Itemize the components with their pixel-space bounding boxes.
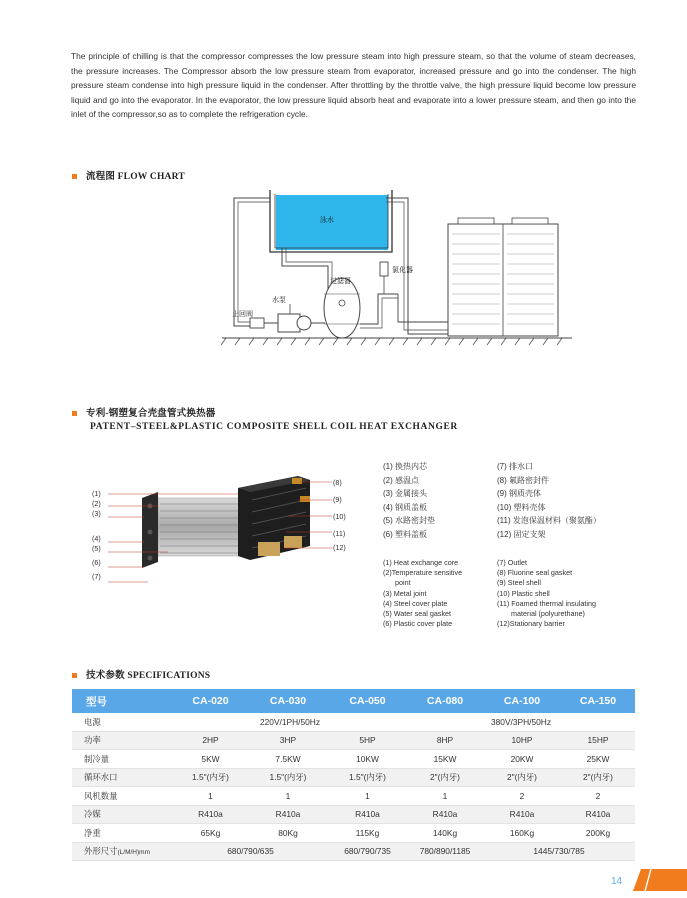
cell: 1.5"(内牙) bbox=[328, 768, 407, 787]
callout-10: (10) bbox=[333, 512, 346, 521]
dimensions-label: 外形尺寸 bbox=[84, 846, 118, 857]
cell: 5HP bbox=[328, 731, 407, 750]
legend-item: (4) 钢质盖板 bbox=[383, 502, 427, 512]
pipe-suction-inner bbox=[286, 248, 332, 292]
cell: 3HP bbox=[248, 731, 328, 750]
callout-5: (5) bbox=[92, 543, 101, 553]
check-valve bbox=[250, 318, 264, 328]
callout-2: (2) bbox=[92, 499, 101, 509]
filter-tank bbox=[324, 278, 360, 338]
cell: R410a bbox=[561, 805, 635, 824]
cell: 780/890/1185 bbox=[407, 842, 483, 861]
exchanger-heading-cn: 专利-钢塑复合壳盘管式换热器 bbox=[86, 409, 216, 419]
header-model: CA-100 bbox=[483, 689, 561, 713]
cell: 680/790/735 bbox=[328, 842, 407, 861]
cell: 380V/3PH/50Hz bbox=[407, 713, 635, 731]
metal-joint-2 bbox=[300, 496, 310, 502]
legend-en-left bbox=[383, 558, 462, 629]
legend-item: (7) 排水口 bbox=[497, 462, 533, 471]
legend-item: (4) Steel cover plate bbox=[383, 598, 448, 608]
intro-paragraph: The principle of chilling is that the compressor compresses the low pressure steam into high pressure steam, so that the volume of steam decreases, the pressure increases. The Compressor absorb the low pressure steam from evaporator, increased pressure and go into the condenser. The high pressure steam condense into high pressure liquid in the condenser. After throttling by the throttle valve, the high pressure liquid become low pressure liquid and go into the evaporator. In the evaporator, the low pressure liquid absorb heat and evaporate into a lower pressure steam, and then go into the inlet of the compressor,so as to complete the refrigeration cycle. bbox=[71, 51, 636, 120]
legend-item: (11) Foamed thermal insulating bbox=[497, 598, 596, 608]
legend-item: (10) 塑料壳体 bbox=[497, 502, 546, 512]
cell: R410a bbox=[173, 805, 248, 824]
table-row bbox=[72, 768, 635, 787]
cell: 1 bbox=[173, 787, 248, 806]
legend-item: (1) Heat exchange core bbox=[383, 558, 459, 567]
header-model: CA-020 bbox=[173, 689, 248, 713]
row-label: 风机数量 bbox=[72, 787, 173, 806]
chlorinator-label: 氯化器 bbox=[392, 266, 413, 274]
metal-joint bbox=[292, 478, 302, 484]
page-number: 14 bbox=[611, 876, 623, 887]
table-row bbox=[72, 842, 635, 861]
cell: 2 bbox=[561, 787, 635, 806]
cell: 2"(内牙) bbox=[407, 768, 483, 787]
chlorinator bbox=[380, 262, 388, 276]
exchanger-heading bbox=[72, 405, 215, 419]
legend-item: (6) Plastic cover plate bbox=[383, 619, 453, 629]
legend-item: (5) 水路密封垫 bbox=[383, 516, 435, 526]
row-label: 净重 bbox=[72, 824, 173, 843]
legend-item: (11) 发泡保温材料（聚氨酯） bbox=[497, 516, 601, 526]
legend-item: (8) 氟路密封件 bbox=[497, 475, 549, 485]
callouts-left bbox=[92, 489, 101, 582]
legend-item: (10) Plastic shell bbox=[497, 588, 550, 598]
dimensions-unit: (L/M/H)mm bbox=[117, 849, 150, 857]
cell: 80Kg bbox=[248, 824, 328, 843]
cell: 10HP bbox=[483, 731, 561, 750]
stationary-bracket bbox=[258, 542, 280, 556]
cell: 2"(内牙) bbox=[561, 768, 635, 787]
flow-chart-diagram bbox=[220, 182, 580, 352]
pipe-return-inner bbox=[238, 202, 270, 322]
pump-label: 水泵 bbox=[272, 296, 286, 304]
row-label bbox=[72, 842, 173, 861]
callouts-right bbox=[333, 478, 346, 557]
legend-item: (2)Temperature sensitive bbox=[383, 568, 463, 578]
legend-item: (6) 塑料盖板 bbox=[383, 529, 427, 539]
legend-item: (9) Steel shell bbox=[497, 578, 541, 588]
cell: 15HP bbox=[561, 731, 635, 750]
legend-item: (3) 金属接头 bbox=[383, 489, 427, 499]
callout-7: (7) bbox=[92, 572, 101, 582]
cell: 1.5"(内牙) bbox=[173, 768, 248, 787]
pump-housing bbox=[297, 316, 311, 330]
pipe-to-unit bbox=[398, 294, 448, 322]
cell: 140Kg bbox=[407, 824, 483, 843]
heat-pump-fan-right bbox=[512, 218, 548, 224]
legend-item: (2) 感温点 bbox=[383, 475, 419, 485]
specifications-table bbox=[72, 689, 635, 861]
legend-item: (8) Fluorine seal gasket bbox=[497, 568, 573, 578]
legend-item: point bbox=[383, 578, 411, 588]
cell: 65Kg bbox=[173, 824, 248, 843]
cell: R410a bbox=[407, 805, 483, 824]
legend-cn-left bbox=[383, 460, 435, 542]
legend-cn-right bbox=[497, 460, 601, 542]
table-row bbox=[72, 713, 635, 731]
header-model: CA-150 bbox=[561, 689, 635, 713]
cell: R410a bbox=[328, 805, 407, 824]
bullet-square bbox=[72, 673, 77, 678]
flow-chart-heading bbox=[72, 168, 185, 182]
callout-11: (11) bbox=[333, 529, 346, 538]
cell: 1445/730/785 bbox=[483, 842, 635, 861]
cell: 1.5"(内牙) bbox=[248, 768, 328, 787]
legend-item: (7) Outlet bbox=[497, 558, 527, 567]
cell: 115Kg bbox=[328, 824, 407, 843]
callout-4: (4) bbox=[92, 533, 101, 543]
cell: 160Kg bbox=[483, 824, 561, 843]
row-label: 冷媒 bbox=[72, 805, 173, 824]
pipe-return bbox=[234, 198, 270, 326]
cell: 15KW bbox=[407, 750, 483, 769]
cell: R410a bbox=[483, 805, 561, 824]
header-model-label: 型号 bbox=[72, 689, 173, 713]
legend-item: (5) Water seal gasket bbox=[383, 608, 452, 618]
exchanger-heading-en: PATENT–STEEL&PLASTIC COMPOSITE SHELL COIL HEAT EXCHANGER bbox=[90, 422, 458, 432]
legend-item: (3) Metal joint bbox=[383, 588, 427, 598]
row-label: 循环水口 bbox=[72, 768, 173, 787]
table-header-row bbox=[72, 689, 635, 713]
exchange-core bbox=[158, 498, 240, 556]
stationary-bracket-2 bbox=[284, 536, 302, 548]
table-row bbox=[72, 731, 635, 750]
legend-item: (12) 固定支架 bbox=[497, 529, 546, 539]
table-row bbox=[72, 787, 635, 806]
flow-chart-heading-text: 流程图 FLOW CHART bbox=[86, 172, 185, 182]
filter-gauge bbox=[339, 300, 345, 306]
footer-stripe bbox=[633, 869, 687, 891]
callout-6: (6) bbox=[92, 557, 101, 567]
cell: 680/790/635 bbox=[173, 842, 328, 861]
specs-heading bbox=[72, 667, 210, 681]
legend-en-right bbox=[497, 558, 596, 629]
cell: 20KW bbox=[483, 750, 561, 769]
table-row bbox=[72, 805, 635, 824]
cell: 7.5KW bbox=[248, 750, 328, 769]
row-label: 功率 bbox=[72, 731, 173, 750]
pool-label: 泳水 bbox=[320, 216, 334, 224]
table-row bbox=[72, 824, 635, 843]
cell: 1 bbox=[248, 787, 328, 806]
legend-item: (12)Stationary barrier bbox=[497, 619, 565, 629]
callout-12: (12) bbox=[333, 543, 346, 552]
row-label: 电源 bbox=[72, 713, 173, 731]
cell: 1 bbox=[328, 787, 407, 806]
cell: 10KW bbox=[328, 750, 407, 769]
callout-3: (3) bbox=[92, 509, 101, 519]
callout-9: (9) bbox=[333, 495, 342, 504]
pipe-filter-out bbox=[360, 294, 398, 324]
table-row bbox=[72, 750, 635, 769]
heat-exchanger-illustration bbox=[88, 462, 356, 602]
cell: 2HP bbox=[173, 731, 248, 750]
legend-item: (9) 钢质壳体 bbox=[497, 489, 541, 499]
cell: 2 bbox=[483, 787, 561, 806]
cell: 8HP bbox=[407, 731, 483, 750]
cell: 2"(内牙) bbox=[483, 768, 561, 787]
cell: R410a bbox=[248, 805, 328, 824]
legend-item: (1) 换热内芯 bbox=[383, 462, 427, 471]
cell: 5KW bbox=[173, 750, 248, 769]
header-model: CA-030 bbox=[248, 689, 328, 713]
cell: 25KW bbox=[561, 750, 635, 769]
row-label: 制冷量 bbox=[72, 750, 173, 769]
specs-heading-text: 技术参数 SPECIFICATIONS bbox=[86, 671, 211, 681]
heat-pump-fan-left bbox=[458, 218, 494, 224]
cell: 220V/1PH/50Hz bbox=[173, 713, 407, 731]
cell: 1 bbox=[407, 787, 483, 806]
cell: 200Kg bbox=[561, 824, 635, 843]
callout-1: (1) bbox=[92, 489, 101, 498]
filter-label: 过滤器 bbox=[330, 277, 351, 285]
header-model: CA-080 bbox=[407, 689, 483, 713]
bullet-square bbox=[72, 174, 77, 179]
legend-item: material (polyurethane) bbox=[497, 608, 585, 618]
pipe-suction bbox=[282, 248, 328, 292]
callout-8: (8) bbox=[333, 478, 342, 487]
bullet-square bbox=[72, 411, 77, 416]
check-valve-label: 止回阀 bbox=[232, 310, 253, 318]
header-model: CA-050 bbox=[328, 689, 407, 713]
